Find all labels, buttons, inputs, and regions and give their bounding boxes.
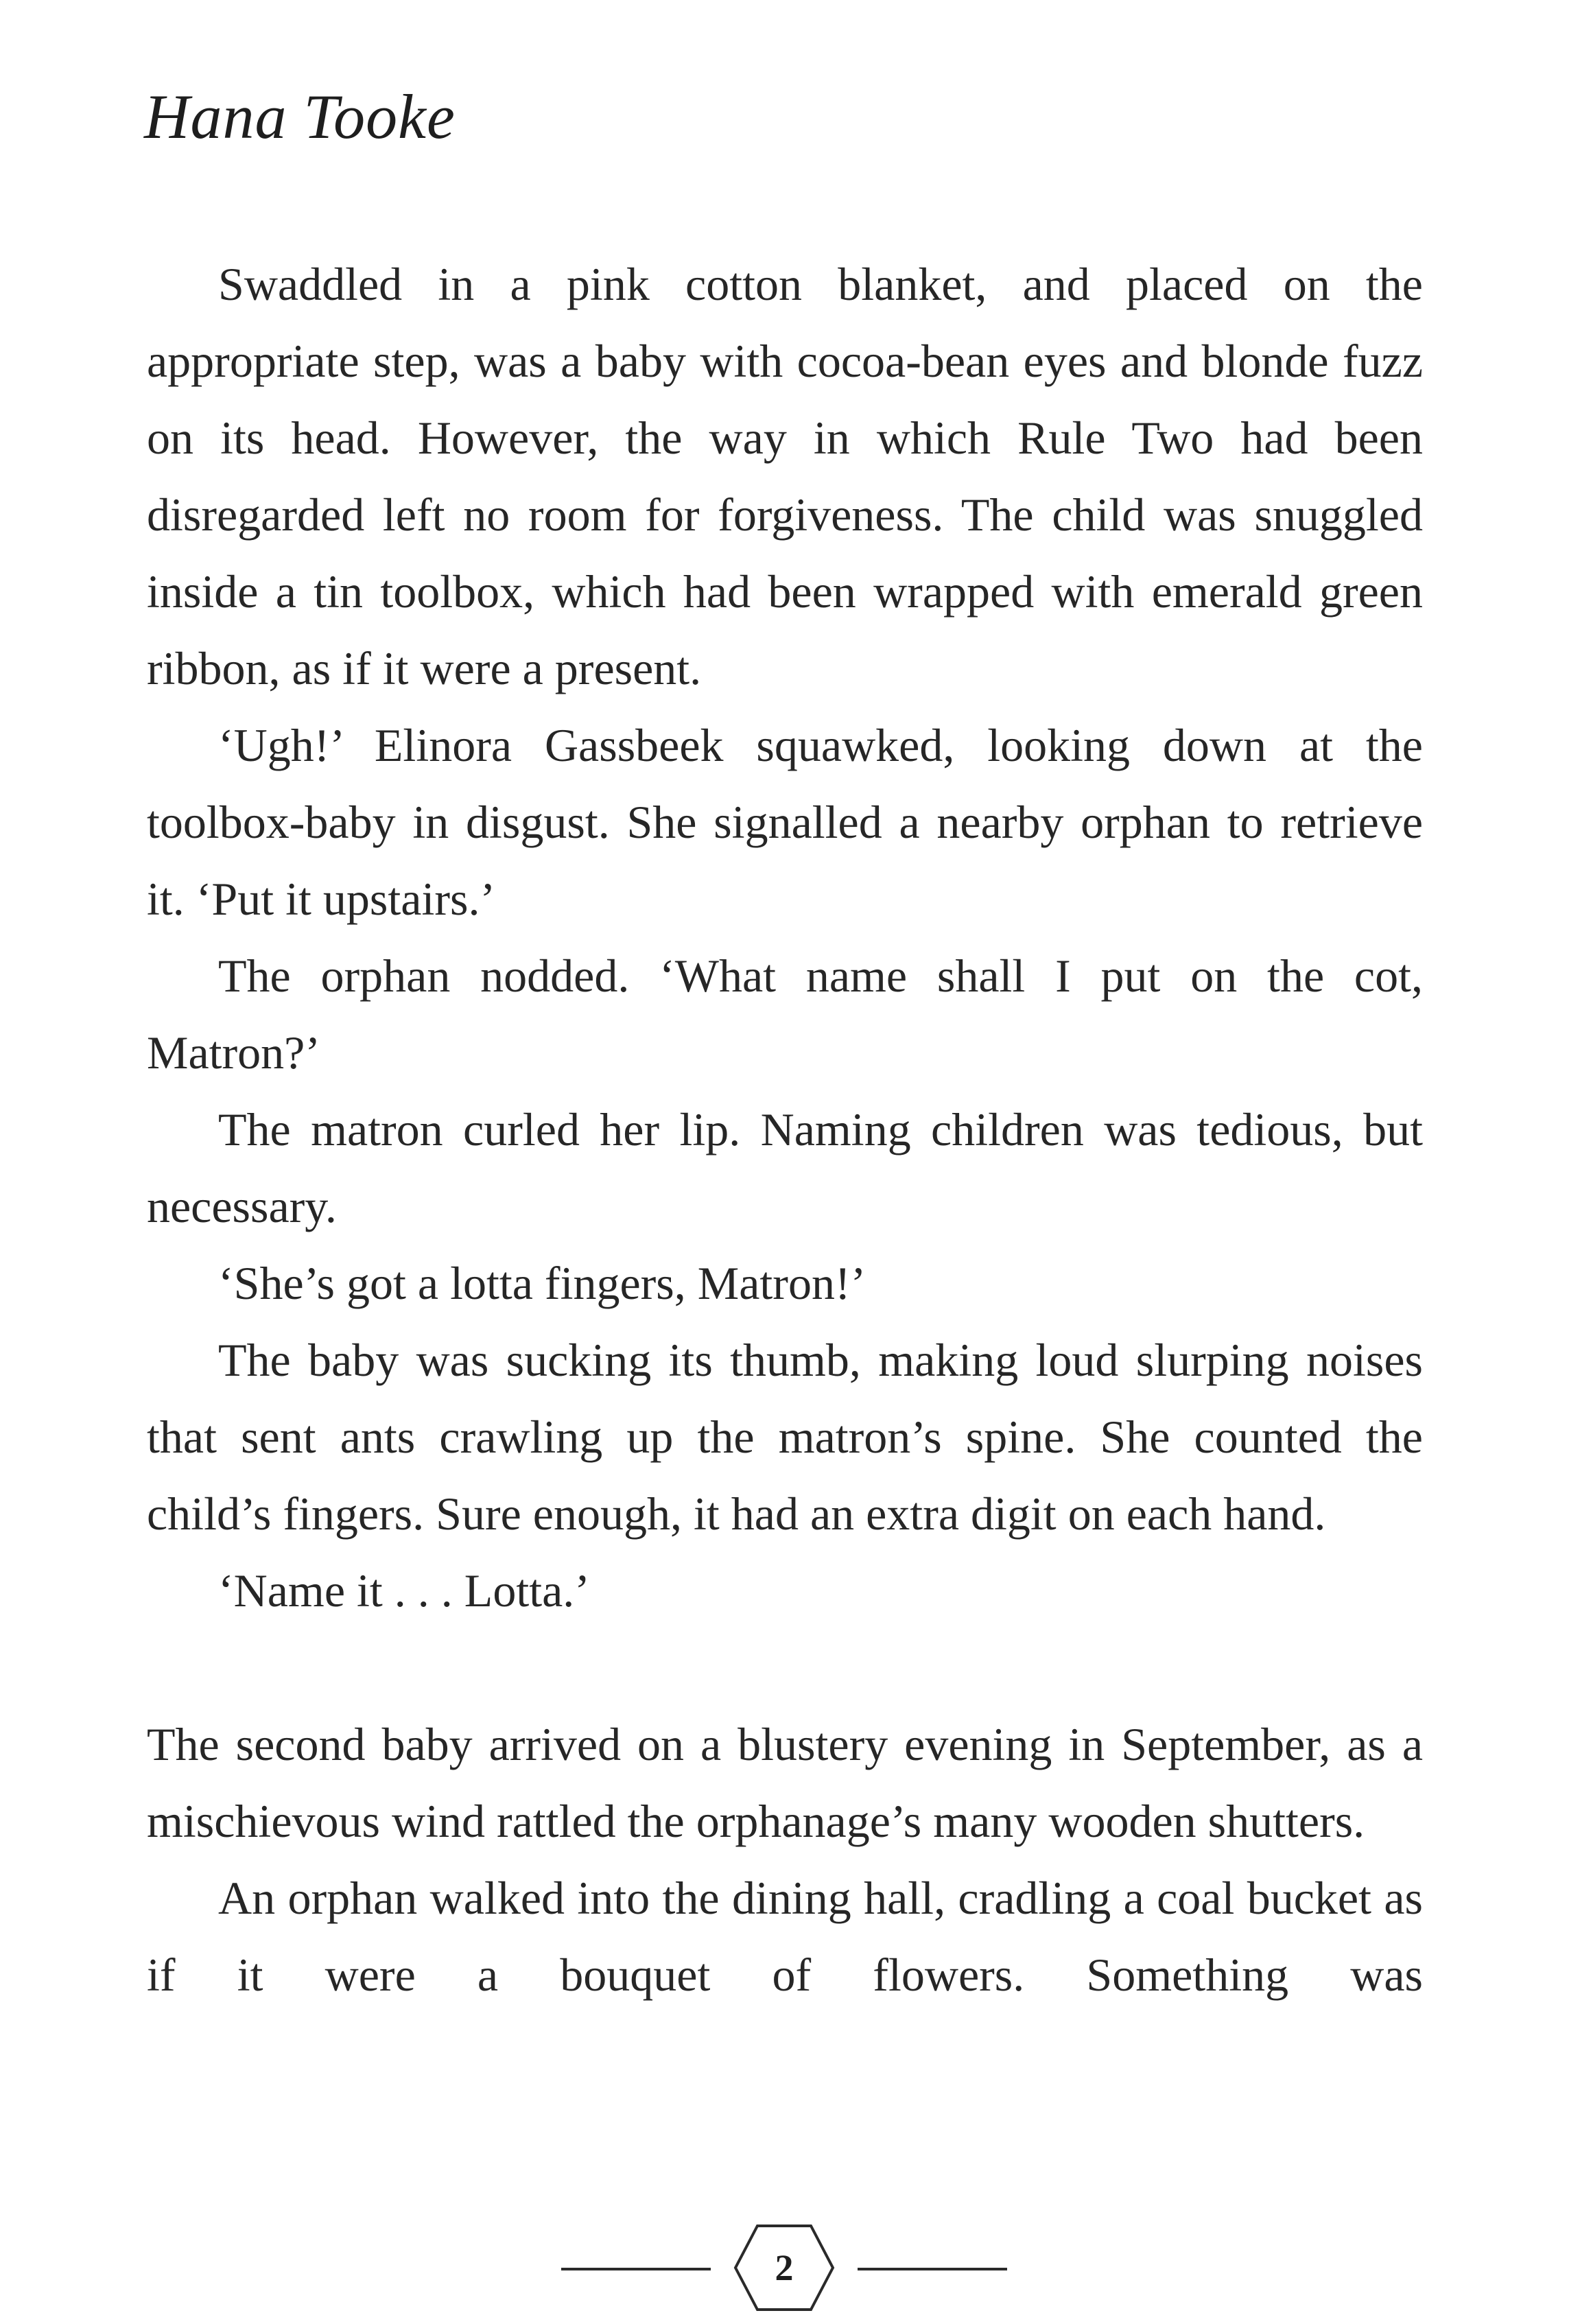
paragraph: The orphan nodded. ‘What name shall I put on the cot, Matron?’ [147, 950, 1423, 1079]
paragraph: ‘Ugh!’ Elinora Gassbeek squawked, looking down at the toolbox-baby in disgust. She signalled a nearby orphan to retrieve it. ‘Put it upstairs.’ [147, 719, 1423, 925]
footer-rule-right [858, 2268, 1007, 2270]
body-text [147, 246, 1423, 2013]
running-header-author: Hana Tooke [144, 82, 456, 152]
section-break [147, 1629, 1423, 1706]
page-footer [0, 2223, 1569, 2312]
page-number: 2 [775, 2247, 794, 2288]
paragraph: The baby was sucking its thumb, making loud slurping noises that sent ants crawling up the matron’s spine. She counted the child’s fingers. Sure enough, it had an extra digit on each hand. [147, 1334, 1423, 1540]
paragraph: ‘Name it . . . Lotta.’ [218, 1564, 590, 1617]
paragraph: Swaddled in a pink cotton blanket, and placed on the appropriate step, was a baby with cocoa-bean eyes and blonde fuzz on its head. However, the way in which Rule Two had been disregarded left no room for forgiveness. The child was snuggled inside a tin toolbox, which had been wrapped with emerald green ribbon, as if it were a present. [147, 258, 1423, 694]
paragraph: An orphan walked into the dining hall, cradling a coal bucket as if it were a bouquet of flowers. Something was [147, 1872, 1423, 2001]
paragraph: The matron curled her lip. Naming children was tedious, but necessary. [147, 1103, 1423, 1232]
footer-rule-left [561, 2268, 711, 2270]
paragraph: ‘She’s got a lotta fingers, Matron!’ [218, 1257, 866, 1309]
paragraph: The second baby arrived on a blustery evening in September, as a mischievous wind rattled the orphanage’s many wooden shutters. [147, 1718, 1423, 1847]
